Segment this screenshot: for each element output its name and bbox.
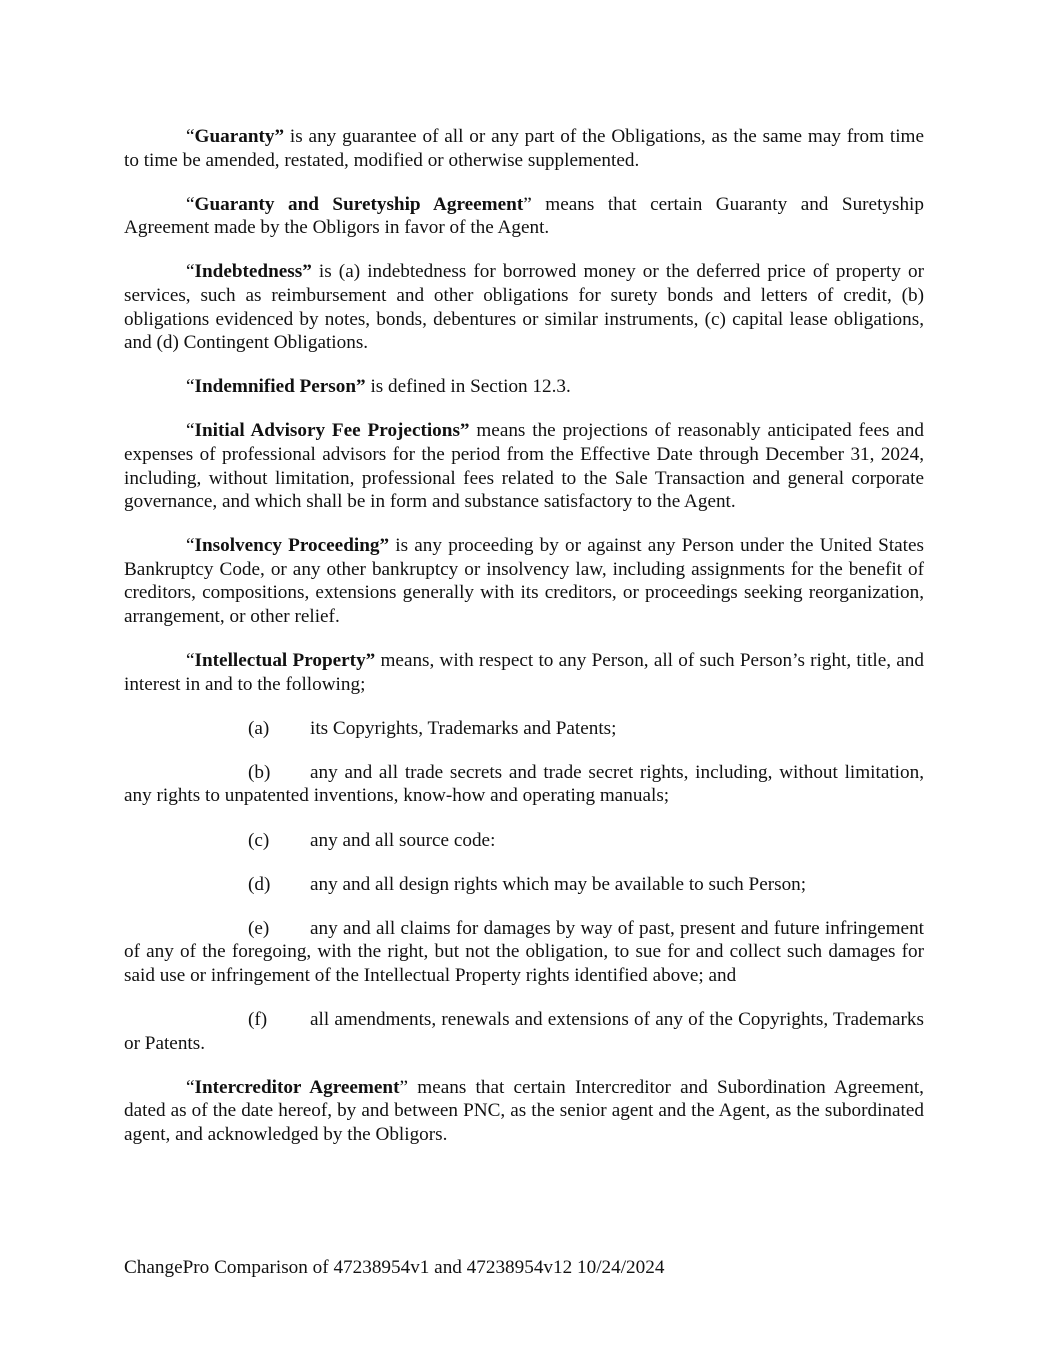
defined-term: Initial Advisory Fee Projections” xyxy=(194,420,470,442)
definition-intercreditor-agreement xyxy=(124,1076,924,1147)
defined-term: Indebtedness” xyxy=(194,261,312,283)
item-label: (c) xyxy=(248,829,270,851)
definition-text: means that certain Intercreditor and Subordination Agreement, dated as of the date hereof, by and between PNC, as the senior agent and the Agent, as the subordinated agent, and acknowledged by the Obligors. xyxy=(124,1076,924,1145)
open-quote: “ xyxy=(186,126,195,147)
open-quote: “ xyxy=(186,376,195,398)
definition-intellectual-property xyxy=(124,649,924,696)
item-text: any and all claims for damages by way of past, present and future infringement of any of the foregoing, with the right, but not the obligation, to sue for and collect such damages for said use or infringement of the Intellectual Property rights identified above; and xyxy=(124,917,924,986)
definition-guaranty-and-suretyship-agreement xyxy=(124,193,924,240)
open-quote: “ xyxy=(186,261,195,283)
document-page xyxy=(124,125,924,1167)
defined-term: Intercreditor Agreement xyxy=(194,1076,400,1098)
item-text: all amendments, renewals and extensions of any of the Copyrights, Trademarks or Patents. xyxy=(124,1009,924,1054)
open-quote: “ xyxy=(186,535,195,557)
ip-item-a xyxy=(124,717,924,741)
definition-text: is defined in Section 12.3. xyxy=(365,376,571,398)
definition-indemnified-person xyxy=(124,375,924,399)
item-text: any and all source code: xyxy=(310,829,496,851)
item-label: (f) xyxy=(248,1009,268,1031)
definition-indebtedness xyxy=(124,260,924,354)
item-text: its Copyrights, Trademarks and Patents; xyxy=(310,717,617,739)
ip-item-b xyxy=(124,761,924,808)
item-label: (b) xyxy=(248,761,271,783)
open-quote: “ xyxy=(186,650,195,672)
definition-guaranty xyxy=(124,125,924,172)
ip-item-f xyxy=(124,1008,924,1055)
definition-insolvency-proceeding xyxy=(124,534,924,628)
definition-text: is (a) indebtedness for borrowed money or the deferred price of property or services, such as reimbursement and other obligations for surety bonds and letters of credit, (b) obligations evidenced by notes, bonds, debentures or similar instruments, (c) capital lease obligations, and (d) Contingent Obligations. xyxy=(124,261,924,354)
item-text: any and all design rights which may be available to such Person; xyxy=(310,873,807,895)
open-quote: “ xyxy=(186,420,195,442)
close-quote: ” xyxy=(523,193,532,215)
definition-text: means that certain Guaranty and Suretyship Agreement made by the Obligors in favor of the Agent. xyxy=(124,193,924,239)
ip-item-c xyxy=(124,829,924,853)
definition-text: means, with respect to any Person, all of such Person’s right, title, and interest in and to the following; xyxy=(124,650,924,695)
defined-term: Intellectual Property” xyxy=(194,650,376,672)
defined-term: Insolvency Proceeding” xyxy=(194,535,390,557)
defined-term: Guaranty and Suretyship Agreement xyxy=(194,193,524,215)
close-quote: ” xyxy=(399,1076,409,1098)
definition-initial-advisory-fee-projections xyxy=(124,419,924,513)
ip-item-d xyxy=(124,873,924,897)
item-text: any and all trade secrets and trade secret rights, including, without limitation, any rights to unpatented inventions, know-how and operating manuals; xyxy=(124,761,924,807)
definition-text: is any proceeding by or against any Person under the United States Bankruptcy Code, or any other bankruptcy or insolvency law, including assignments for the benefit of creditors, compositions, extensions generally with its creditors, or proceedings seeking reorganization, arrangement, or other relief. xyxy=(124,535,924,627)
item-label: (d) xyxy=(248,873,271,895)
definition-text: means the projections of reasonably anticipated fees and expenses of professional advisors for the period from the Effective Date through December 31, 2024, including, without limitation, professional fees related to the Sale Transaction and general corporate governance, and which shall be in form and substance satisfactory to the Agent. xyxy=(124,420,924,513)
ip-item-e xyxy=(124,917,924,988)
item-label: (e) xyxy=(248,917,270,939)
page-footer: ChangePro Comparison of 47238954v1 and 47238954v12 10/24/2024 xyxy=(124,1257,665,1278)
open-quote: “ xyxy=(186,1076,195,1098)
open-quote: “ xyxy=(186,193,195,215)
defined-term: Indemnified Person” xyxy=(194,376,366,398)
defined-term: Guaranty” xyxy=(194,126,285,147)
item-label: (a) xyxy=(248,717,270,739)
definition-text: is any guarantee of all or any part of the Obligations, as the same may from time to time be amended, restated, modified or otherwise supplemented. xyxy=(124,126,924,171)
